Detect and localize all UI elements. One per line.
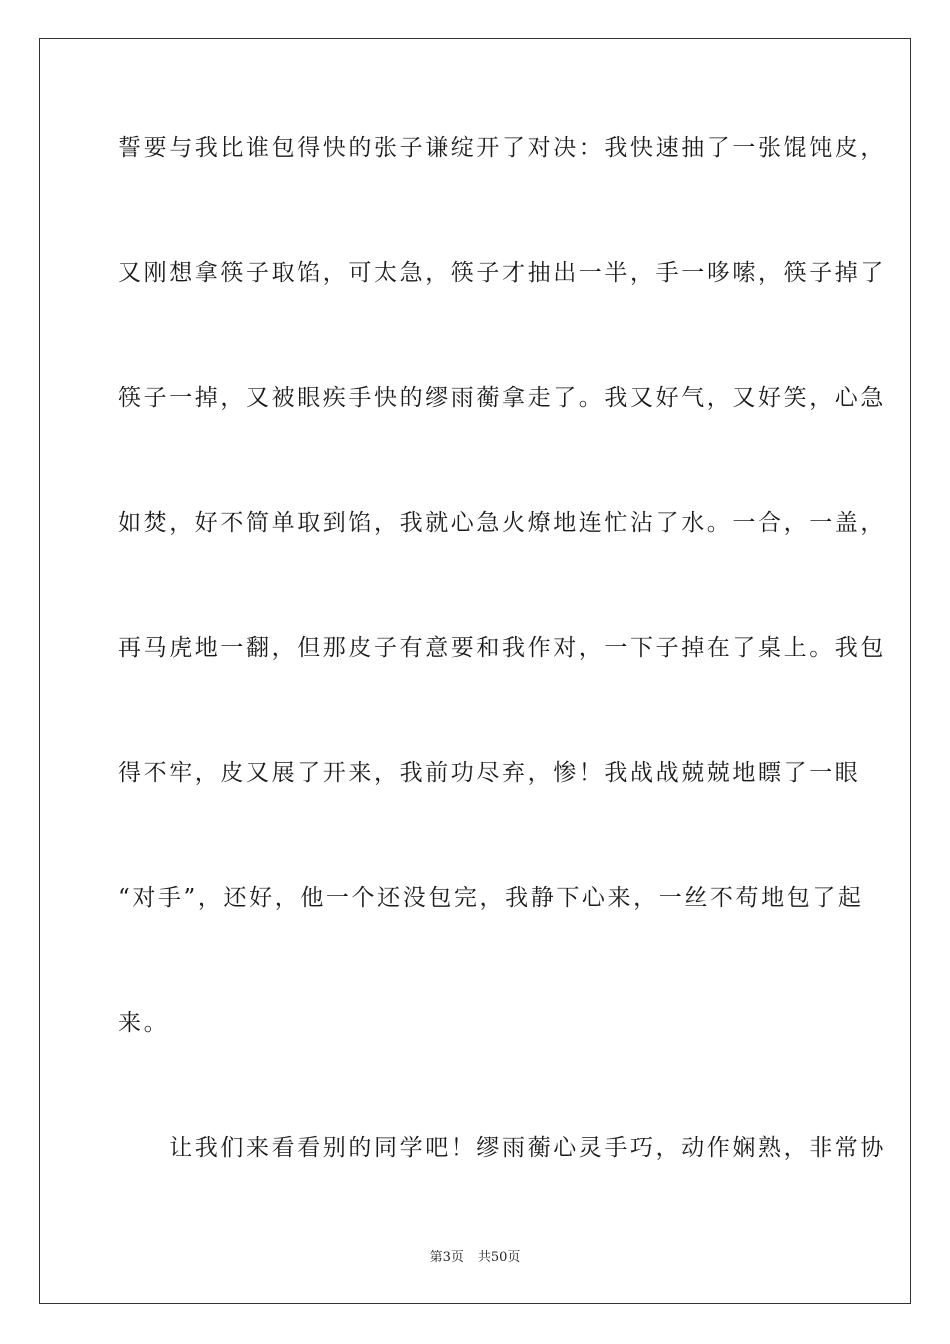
page-total: 共50页 [477,1250,521,1265]
page-border [39,38,911,1304]
text-line: 筷子一掉，又被眼疾手快的缪雨蘅拿走了。我又好气，又好笑，心急 [118,385,886,411]
text-line: 来。 [118,1010,170,1036]
text-line: 得不牢，皮又展了开来，我前功尽弃，惨！我战战兢兢地瞟了一眼 [118,760,861,786]
text-line: 誓要与我比谁包得快的张子谦绽开了对决：我快速抽了一张馄饨皮， [118,135,886,161]
paragraph-first-line: 让我们来看看别的同学吧！缪雨蘅心灵手巧，动作娴熟，非常协 [118,1135,886,1161]
text-line: “对手”，还好，他一个还没包完，我静下心来，一丝不苟地包了起 [118,885,864,911]
text-line: 再马虎地一翻，但那皮子有意要和我作对，一下子掉在了桌上。我包 [118,635,886,661]
page-footer [0,1246,950,1265]
text-line: 又刚想拿筷子取馅，可太急，筷子才抽出一半，手一哆嗦，筷子掉了 [118,260,886,286]
text-line: 如焚，好不简单取到馅，我就心急火燎地连忙沾了水。一合，一盖， [118,510,886,536]
page-number: 第3页 [429,1250,464,1265]
